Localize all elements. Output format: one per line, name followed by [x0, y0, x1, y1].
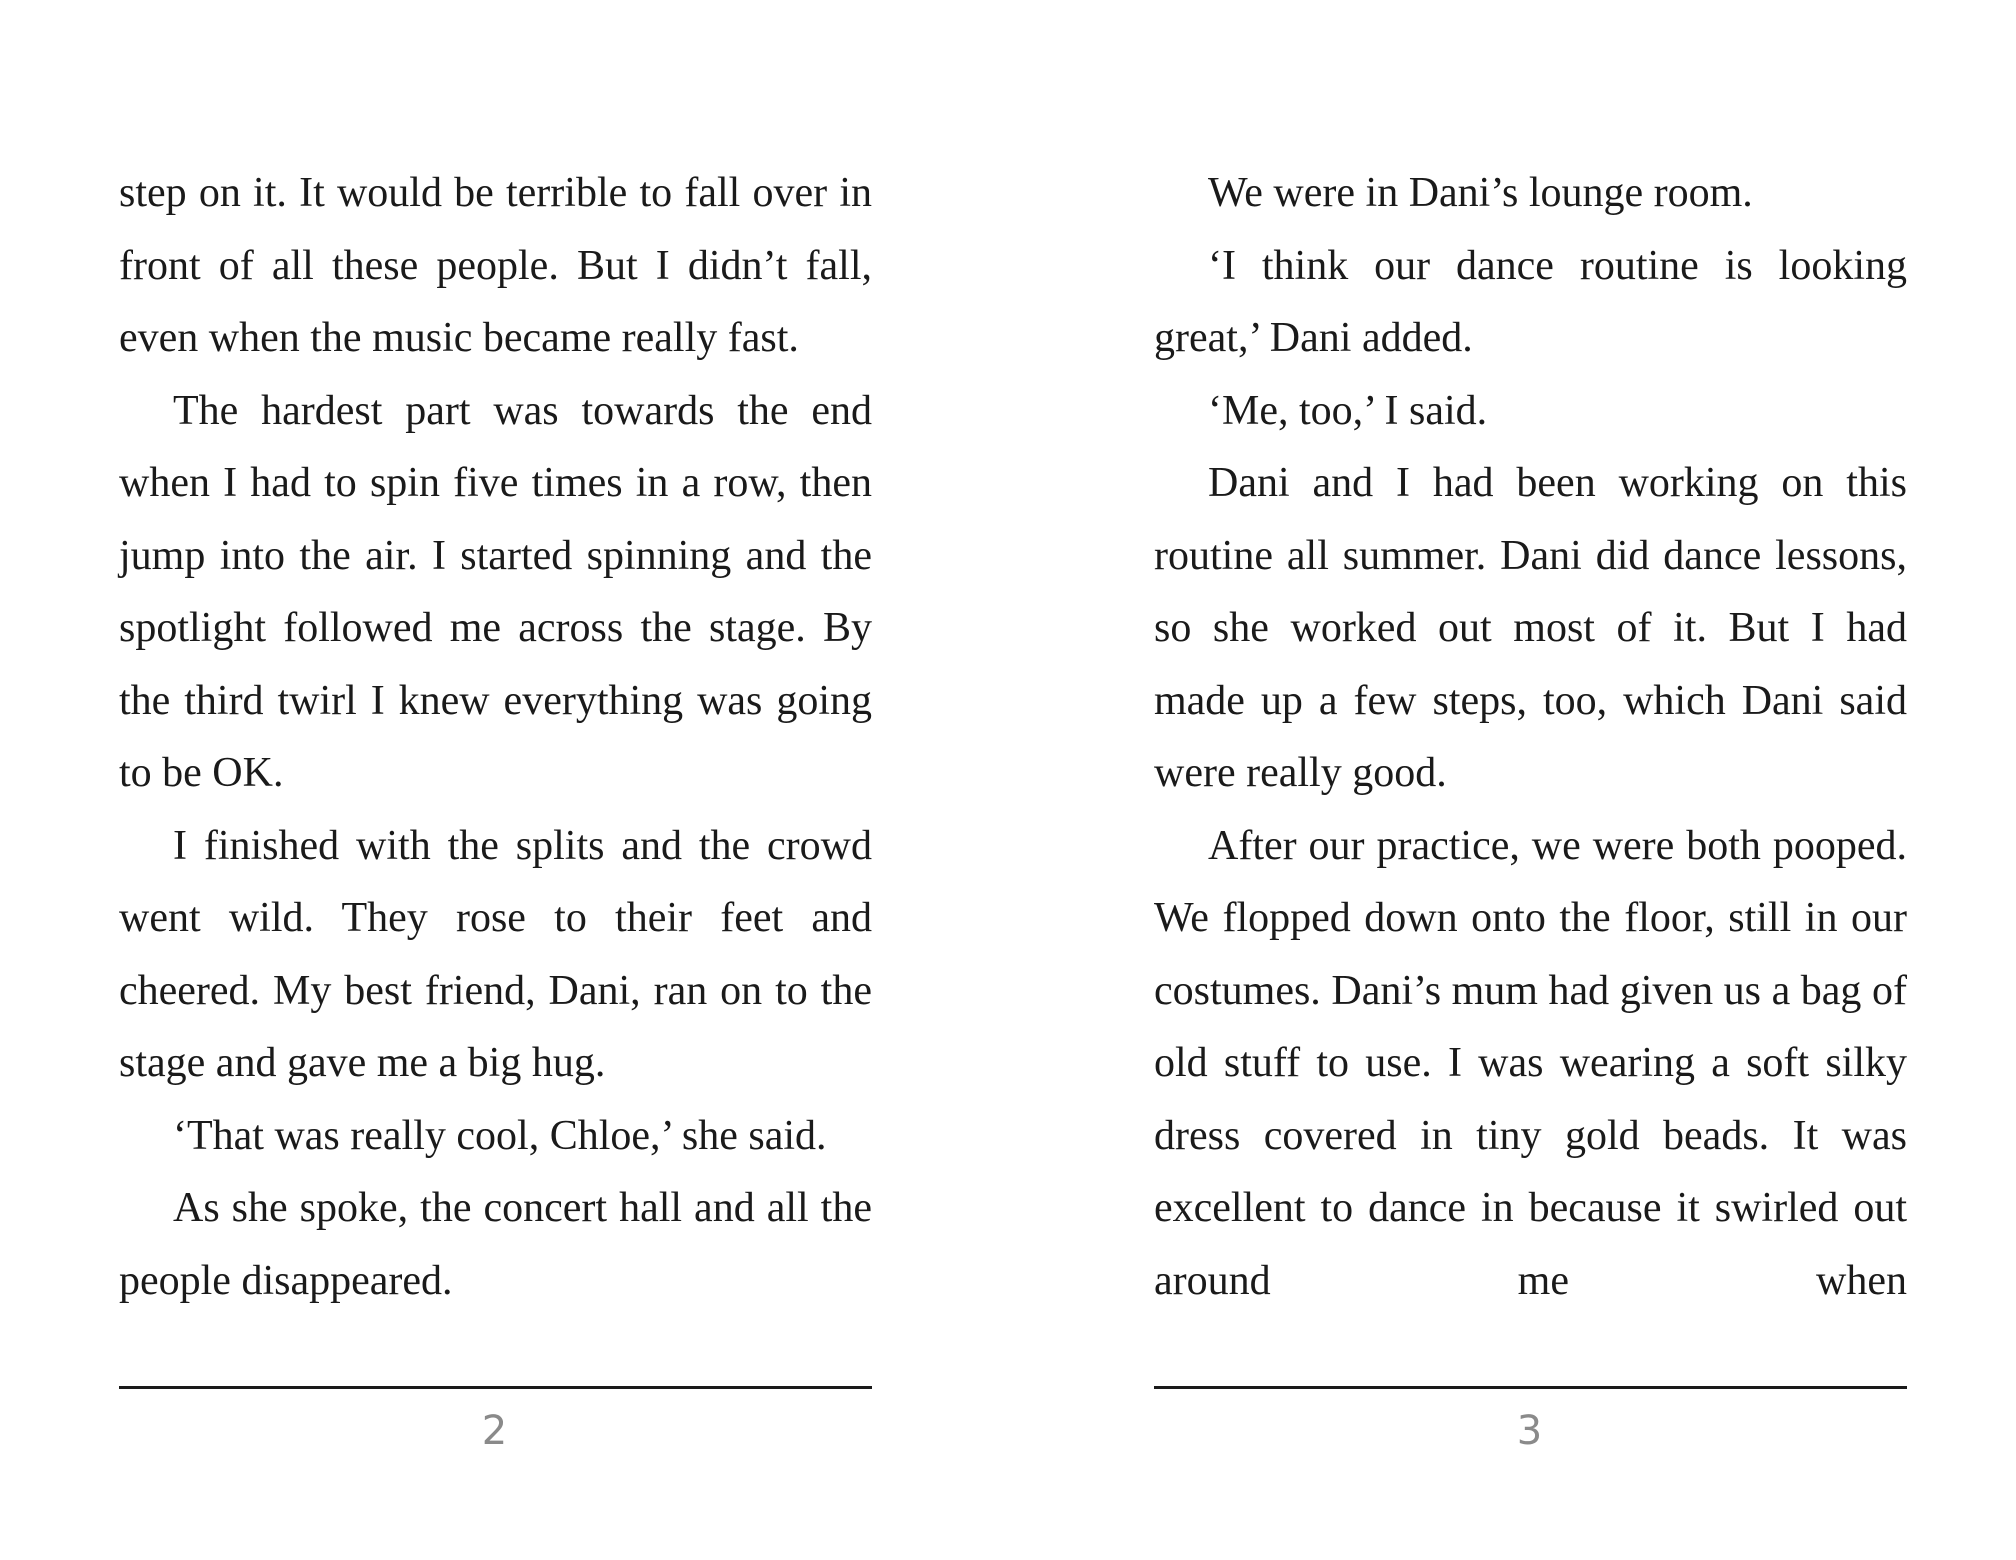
right-page	[1154, 0, 1907, 1560]
footer-rule	[119, 1386, 872, 1389]
paragraph: ‘I think our dance routine is looking great,’ Dani added.	[1154, 242, 1907, 361]
paragraph: As she spoke, the concert hall and all the people disappeared.	[119, 1185, 872, 1304]
page-number: 2	[481, 1408, 510, 1454]
paragraph: The hardest part was towards the end when I had to spin five times in a row, then jump into the air. I started spinning and the spotlight followed me across the stage. By the third twirl I knew everything was going to be OK.	[119, 387, 872, 796]
paragraph: I finished with the splits and the crowd went wild. They rose to their feet and cheered. My best friend, Dani, ran on to the stage and gave me a big hug.	[119, 822, 872, 1086]
paragraph: step on it. It would be terrible to fall over in front of all these people. But I didn’t fall, even when the music became really fast.	[119, 170, 872, 361]
footer-rule	[1154, 1386, 1907, 1389]
page-number: 3	[1516, 1408, 1545, 1454]
paragraph: We were in Dani’s lounge room.	[1208, 170, 1753, 216]
paragraph: ‘Me, too,’ I said.	[1208, 387, 1488, 434]
right-page-text	[1154, 157, 1907, 1317]
paragraph: After our practice, we were both pooped. We flopped down onto the floor, still in our costumes. Dani’s mum had given us a bag of old stuff to use. I was wearing a soft silky dress covered in tiny gold beads. It was excellent to dance in because it swirled out around me when	[1154, 822, 1907, 1304]
paragraph: Dani and I had been working on this routine all summer. Dani did dance lessons, so she worked out most of it. But I had made up a few steps, too, which Dani said were really good.	[1154, 460, 1907, 796]
paragraph: ‘That was really cool, Chloe,’ she said.	[173, 1112, 827, 1159]
left-page	[119, 0, 872, 1560]
left-page-text	[119, 157, 872, 1317]
